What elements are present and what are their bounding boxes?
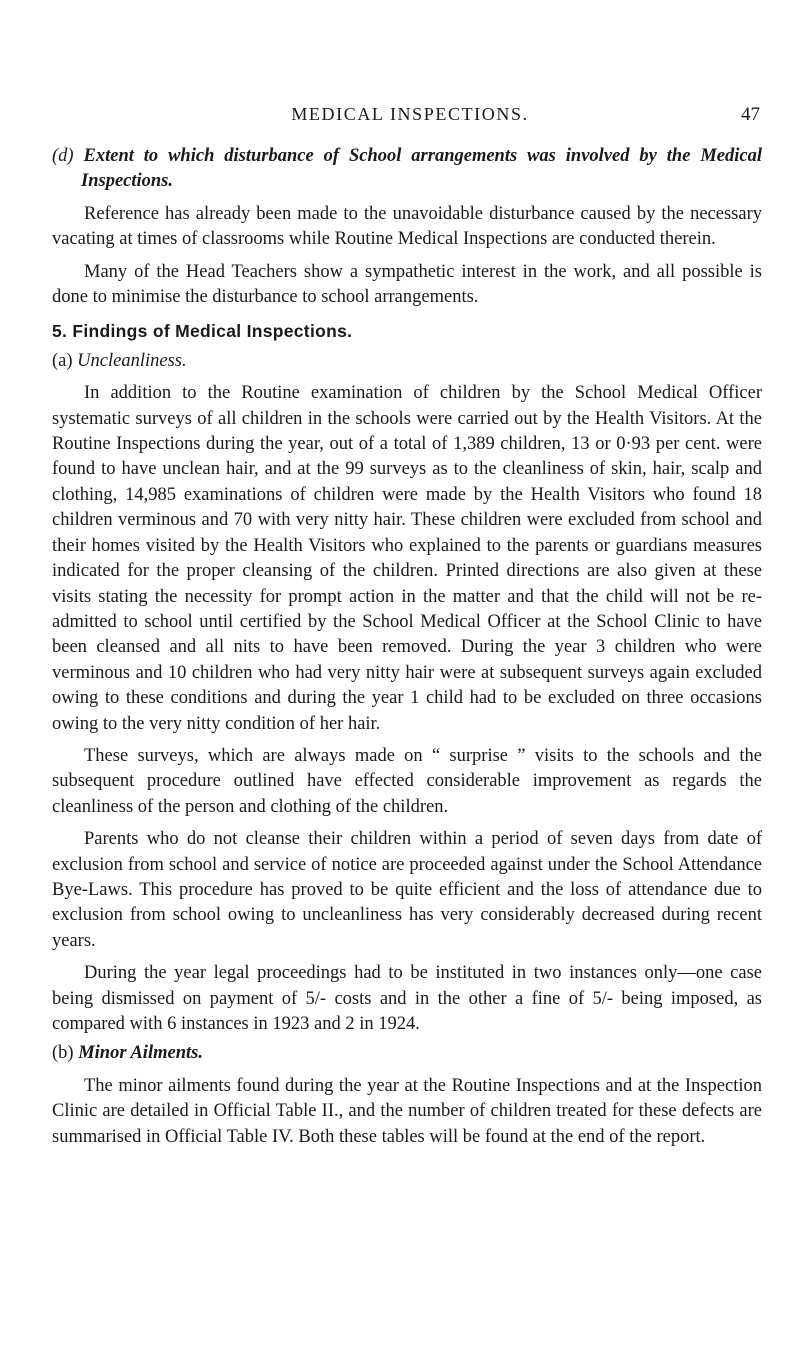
page-content xyxy=(52,144,762,1150)
running-head xyxy=(60,104,760,128)
subsection-a-label: (a) xyxy=(52,350,73,371)
page-number: 47 xyxy=(741,104,760,125)
subsection-a-paragraph: During the year legal proceedings had to be instituted in two instances only—one case being dismissed on payment of 5/- costs and in the other a fine of 5/- being imposed, as compared with 6 instances in 1923 and 2 in 1924. xyxy=(52,963,762,1034)
subsection-a-paragraph: These surveys, which are always made on “ surprise ” visits to the schools and the subsequent procedure outlined have effected considerable improvement as regards the cleanliness of the person and clothing of the children. xyxy=(52,745,762,817)
section-d-title: Extent to which disturbance of School arrangements was involved by the Medical Inspections. xyxy=(81,146,763,192)
subsection-a-heading xyxy=(52,349,762,374)
subsection-a-paragraph: Parents who do not cleanse their children within a period of seven days from date of exclusion from school and service of notice are proceeded against under the School Attendance Bye-Laws. This procedure has proved to be quite efficient and the loss of attendance due to exclusion from school owing to uncleanliness has very considerably decreased during recent years. xyxy=(52,829,762,951)
section-5-title: Findings of Medical Inspections. xyxy=(72,321,353,342)
running-head-title: MEDICAL INSPECTIONS. xyxy=(291,104,529,124)
section-d-paragraph: Reference has already been made to the unavoidable disturbance caused by the necessary vacating at times of classrooms while Routine Medical Inspections are conducted therein. xyxy=(52,203,762,250)
subsection-b-title: Minor Ailments. xyxy=(78,1043,203,1064)
subsection-b-paragraph: The minor ailments found during the year at the Routine Inspections and at the Inspection Clinic are detailed in Official Table II., and the number of children treated for these defects are summarised in Official Table IV. Both these tables will be found at the end of the report. xyxy=(52,1075,762,1147)
section-d-paragraph: Many of the Head Teachers show a sympathetic interest in the work, and all possible is done to minimise the disturbance to school arrangements. xyxy=(52,261,762,308)
section-5-number: 5. xyxy=(52,321,68,342)
subsection-b-heading xyxy=(52,1041,762,1066)
section-d-label: (d) xyxy=(52,146,74,166)
subsection-a-paragraph: In addition to the Routine examination of children by the School Medical Officer systematic surveys of all children in the schools were carried out by the Health Visitors. At the Routine Inspections during the year, out of a total of 1,389 children, 13 or 0·93 per cent. were found to have unclean hair, and at the 99 surveys as to the cleanliness of skin, hair, scalp and clothing, 14,985 examinations of children were made by the Health Visitors who found 18 children verminous and 70 with very nitty hair. These children were excluded from school and their homes visited by the Health Visitors who explained to the parents or guardians measures indicated for the proper cleansing of the children. Printed directions are also given at these visits stating the necessity for prompt action in the matter and that the child will not be re-admitted to school until certified by the School Medical Officer at the School Clinic to have been cleansed and all nits to have been removed. During the year 3 children who were verminous and 10 children who had very nitty hair were at subsequent surveys again excluded owing to these conditions and during the year 1 child had to be excluded on three occasions owing to the very nitty condition of her hair. xyxy=(52,383,762,734)
subsection-a-title: Uncleanliness. xyxy=(77,350,187,371)
subsection-b-label: (b) xyxy=(52,1043,74,1064)
section-5-heading xyxy=(52,319,762,344)
section-d-heading xyxy=(52,144,762,195)
